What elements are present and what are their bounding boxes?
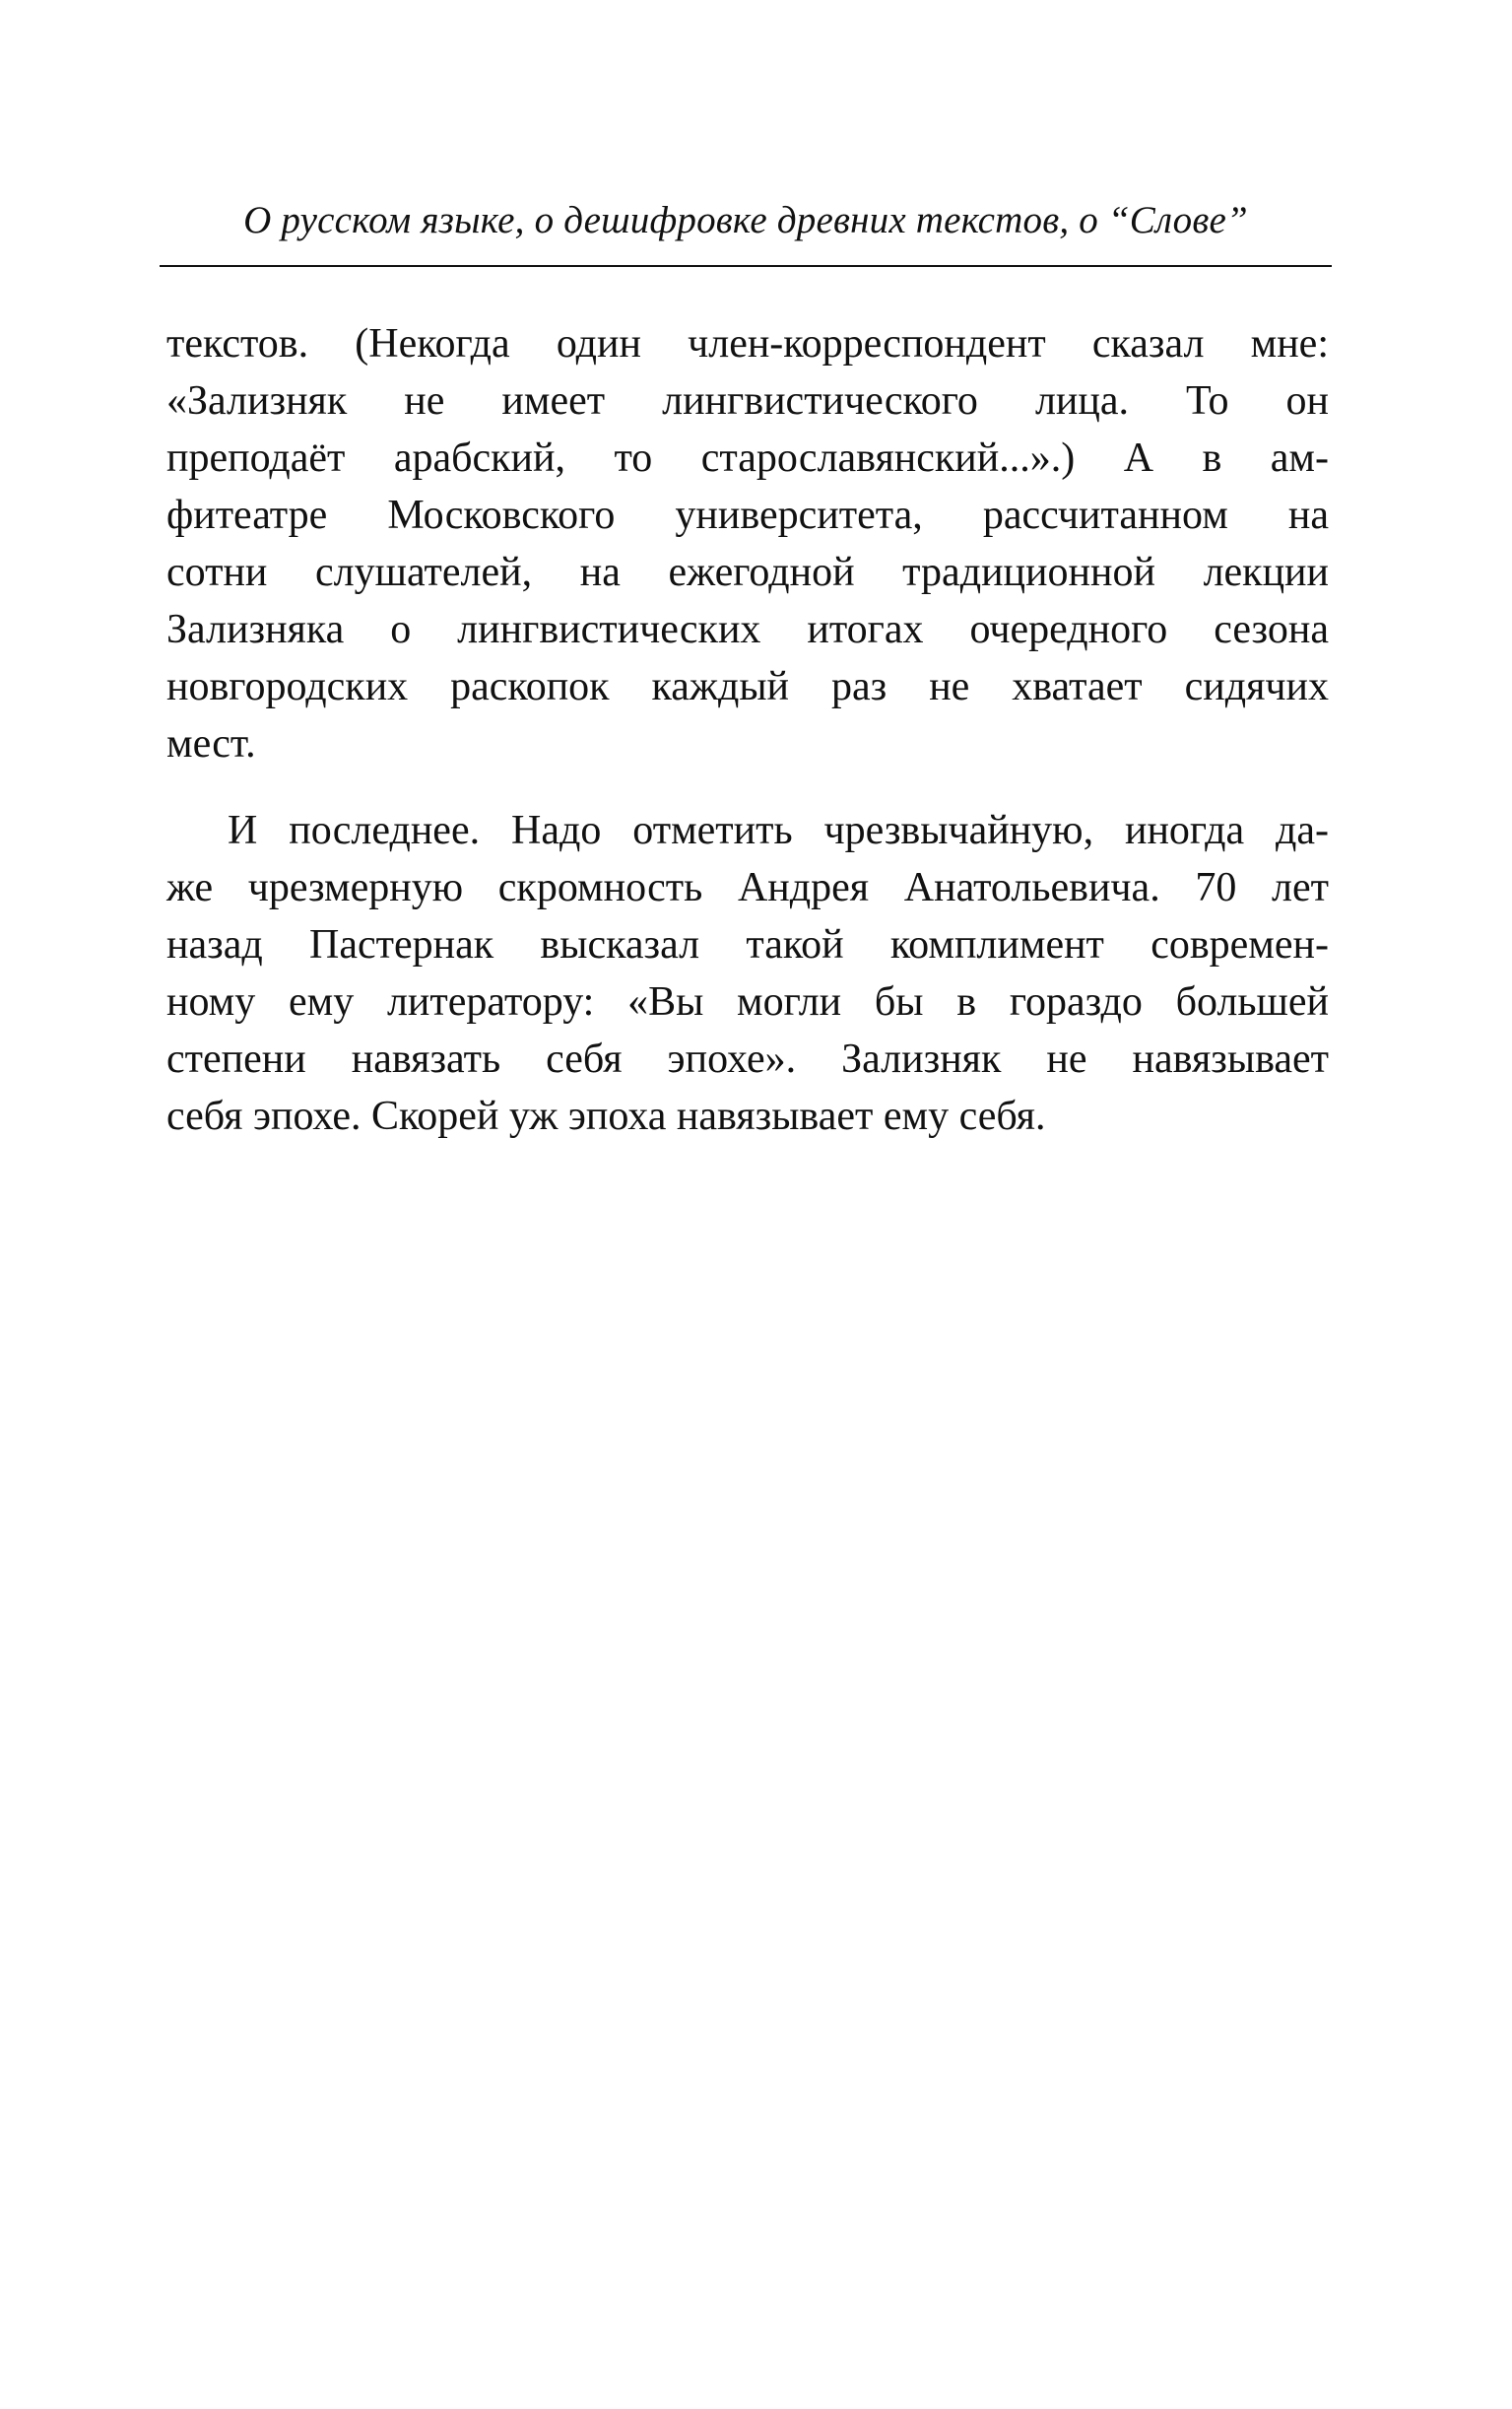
- text-line: Зализняка о лингвистических итогах очередного сезона: [166, 607, 1329, 652]
- text-line: новгородских раскопок каждый раз не хватает сидячих: [166, 664, 1329, 709]
- paragraph-2: [166, 802, 1329, 1145]
- text-line: И последнее. Надо отметить чрезвычайную, иногда да-: [228, 808, 1329, 853]
- text-line: ному ему литератору: «Вы могли бы в гораздо большей: [166, 979, 1329, 1025]
- text-line: текстов. (Некогда один член-корреспондент сказал мне:: [166, 321, 1329, 367]
- text-line: сотни слушателей, на ежегодной традиционной лекции: [166, 550, 1329, 595]
- body-text: [166, 315, 1329, 1145]
- text-line: назад Пастернак высказал такой комплимент современ-: [166, 922, 1329, 968]
- text-line: же чрезмерную скромность Андрея Анатольевича. 70 лет: [166, 865, 1329, 910]
- text-line: «Зализняк не имеет лингвистического лица. То он: [166, 378, 1329, 424]
- text-line: фитеатре Московского университета, рассчитанном на: [166, 493, 1329, 538]
- text-line: степени навязать себя эпохе». Зализняк не навязывает: [166, 1037, 1329, 1082]
- paragraph-1: [166, 315, 1329, 772]
- header-rule: [160, 265, 1332, 267]
- text-line: себя эпохе. Скорей уж эпоха навязывает ему себя.: [166, 1094, 1046, 1139]
- text-line: преподаёт арабский, то старославянский...».) А в ам-: [166, 435, 1329, 481]
- running-header: О русском языке, о дешифровке древних текстов, о “Слове”: [243, 199, 1248, 241]
- text-line: мест.: [166, 721, 256, 767]
